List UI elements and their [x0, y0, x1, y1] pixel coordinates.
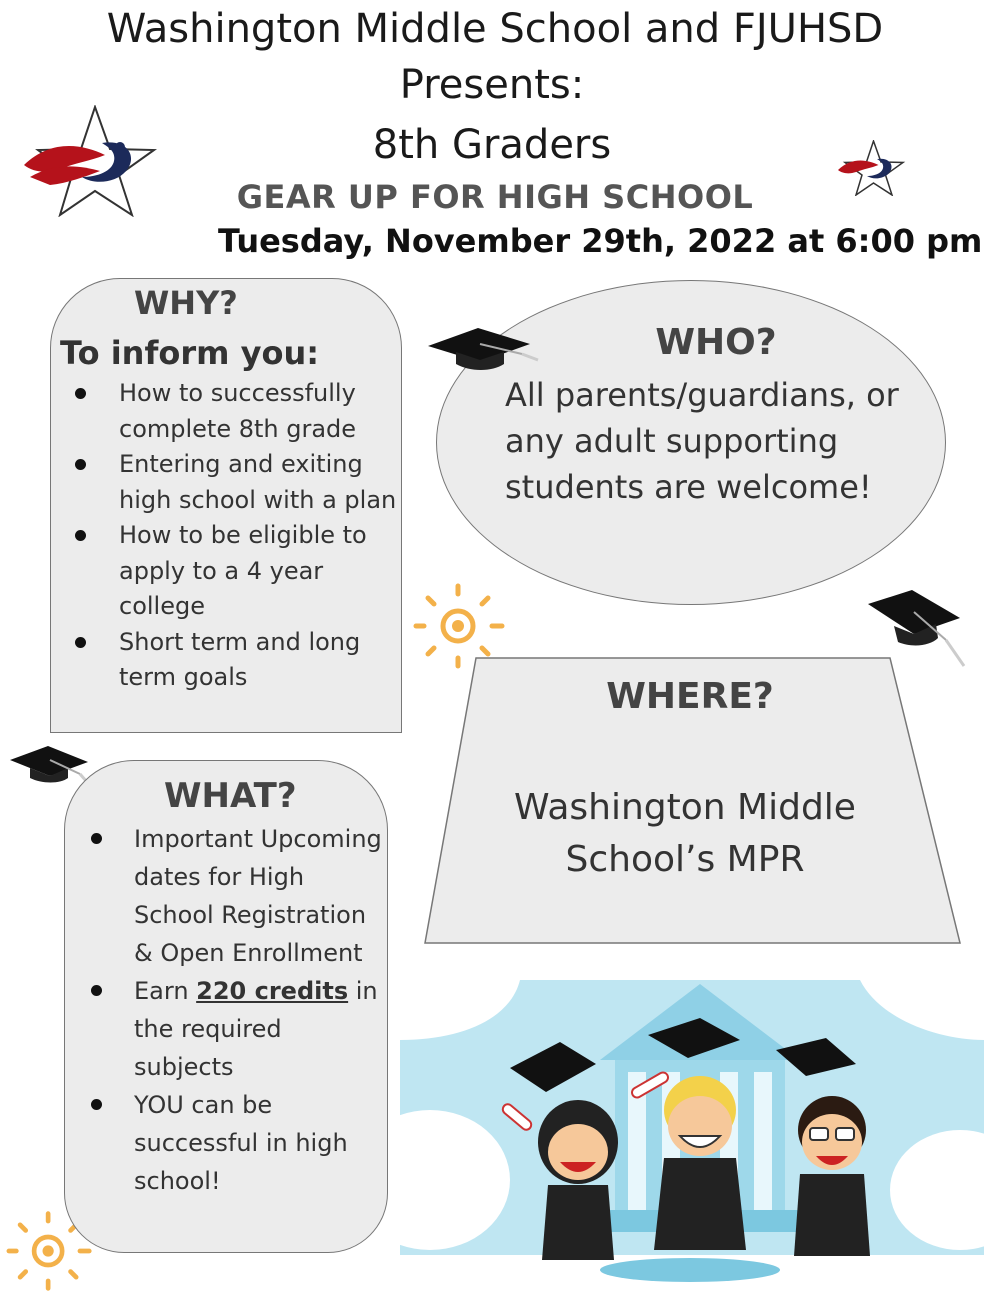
list-item: Important Upcoming dates for High School Registration & Open Enrollment [134, 820, 386, 972]
list-item: Earn 220 credits in the required subjects [134, 972, 386, 1086]
list-item: Short term and long term goals [119, 625, 401, 696]
list-item: How to successfully complete 8th grade [119, 376, 401, 447]
title-line-1: Washington Middle School and FJUHSD [106, 6, 884, 52]
who-text: All parents/guardians, or any adult supporting students are welcome! [505, 376, 899, 506]
graduation-cap-icon [426, 326, 546, 372]
event-title: GEAR UP FOR HIGH SCHOOL [236, 178, 754, 216]
where-heading: WHERE? [606, 676, 774, 717]
event-date: Tuesday, November 29th, 2022 at 6:00 pm [218, 222, 983, 260]
title-line-3: 8th Graders [372, 122, 612, 168]
list-item: YOU can be successful in high school! [134, 1086, 386, 1200]
list-item: Entering and exiting high school with a plan [119, 447, 401, 518]
why-heading: WHY? [134, 284, 238, 322]
title-line-2: Presents: [399, 62, 585, 108]
where-text: Washington Middle School’s MPR [514, 787, 856, 880]
logo-star-icon [836, 140, 906, 196]
graduates-illustration [400, 980, 984, 1290]
why-list [119, 376, 401, 696]
logo-star-icon [20, 105, 160, 217]
credits-highlight: 220 credits [196, 977, 349, 1005]
what-list [134, 820, 386, 1200]
what-heading: WHAT? [164, 776, 297, 816]
why-subheading: To inform you: [60, 334, 320, 372]
who-heading: WHO? [655, 322, 777, 363]
list-item: How to be eligible to apply to a 4 year college [119, 518, 401, 625]
